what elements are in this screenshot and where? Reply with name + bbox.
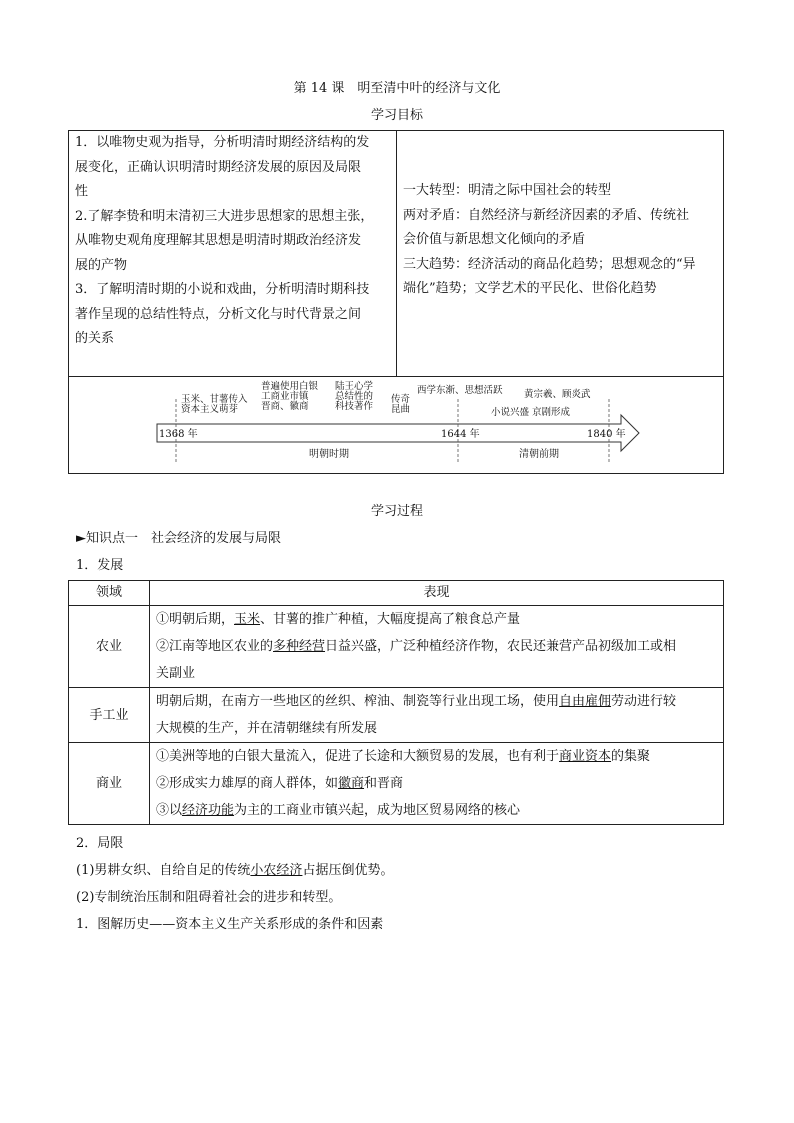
development-heading: 1．发展 bbox=[76, 558, 124, 573]
performance-cell bbox=[150, 606, 724, 688]
limitation-text: 占据压倒优势。 bbox=[302, 863, 394, 878]
timeline-year: 1840 年 bbox=[587, 429, 626, 440]
field-cell: 农业 bbox=[69, 606, 150, 688]
objective-line: 著作呈现的总结性特点，分析文化与时代背景之间 bbox=[75, 306, 362, 322]
timeline-event: 小说兴盛 京剧形成 bbox=[491, 407, 571, 418]
performance-text: ①美洲等地的白银大量流入，促进了长途和大额贸易的发展，也有利于 bbox=[156, 749, 560, 764]
performance-line bbox=[156, 715, 717, 742]
performance-cell bbox=[150, 688, 724, 743]
summary-line: 两对矛盾：自然经济与新经济因素的矛盾、传统社 bbox=[403, 207, 690, 223]
timeline-event: 晋商、徽商 bbox=[261, 401, 309, 412]
lesson-title: 第 14 课 明至清中叶的经济与文化 bbox=[293, 81, 501, 96]
performance-text: ③以 bbox=[156, 803, 183, 818]
performance-keyword: 经济功能 bbox=[182, 803, 235, 818]
performance-text: ②形成实力雄厚的商人群体，如 bbox=[156, 776, 339, 791]
timeline-event: 黄宗羲、顾炎武 bbox=[524, 389, 591, 400]
performance-text: 为主的工商业市镇兴起，成为地区贸易网络的核心 bbox=[234, 803, 521, 818]
summary-line: 端化”趋势；文学艺术的平民化、世俗化趋势 bbox=[403, 281, 657, 296]
timeline-event: 工商业市镇 bbox=[261, 391, 309, 402]
summary-line: 会价值与新思想文化倾向的矛盾 bbox=[403, 232, 586, 247]
objective-line: 1．以唯物史观为指导，分析明清时期经济结构的发 bbox=[75, 135, 370, 150]
performance-text: ②江南等地区农业的 bbox=[156, 639, 274, 654]
timeline-event: 传奇 bbox=[391, 394, 411, 405]
limitation-2: (2)专制统治压制和阻碍着社会的进步和转型。 bbox=[76, 890, 342, 905]
performance-keyword: 商业资本 bbox=[559, 749, 612, 764]
table-row bbox=[69, 606, 724, 688]
timeline-row bbox=[69, 376, 723, 475]
timeline-event: 西学东渐、思想活跃 bbox=[417, 385, 503, 396]
process-heading: 学习过程 bbox=[370, 504, 423, 519]
timeline-year: 1644 年 bbox=[441, 429, 480, 440]
performance-text: 的集聚 bbox=[611, 749, 651, 764]
performance-text: ①明朝后期， bbox=[156, 612, 235, 627]
performance-line bbox=[156, 797, 717, 824]
performance-line bbox=[156, 770, 717, 797]
header-performance: 表现 bbox=[150, 581, 724, 606]
timeline-event: 陆王心学 bbox=[335, 381, 374, 392]
timeline-period: 清朝前期 bbox=[519, 449, 559, 460]
timeline-event: 资本主义萌芽 bbox=[181, 404, 239, 415]
timeline-event: 总结性的 bbox=[335, 391, 374, 402]
objective-line: 3．了解明清时期的小说和戏曲，分析明清时期科技 bbox=[75, 282, 370, 297]
objective-line: 展变化，正确认识明清时期经济发展的原因及局限 bbox=[75, 159, 362, 175]
diagram-heading: 1．图解历史——资本主义生产关系形成的条件和因素 bbox=[76, 917, 384, 932]
table-row bbox=[69, 688, 724, 743]
development-table bbox=[68, 580, 724, 825]
field-cell: 商业 bbox=[69, 743, 150, 825]
table-row bbox=[69, 743, 724, 825]
objective-line: 2.了解李贽和明末清初三大进步思想家的思想主张， bbox=[75, 208, 374, 224]
performance-text: 关副业 bbox=[156, 666, 196, 681]
objective-line: 的关系 bbox=[75, 331, 115, 346]
timeline-event: 科技著作 bbox=[335, 401, 374, 412]
summary-line: 三大趋势：经济活动的商品化趋势；思想观念的“异 bbox=[403, 256, 696, 272]
limitation-1 bbox=[76, 859, 393, 878]
limitation-text: (1)男耕女织、自给自足的传统 bbox=[76, 863, 251, 878]
timeline-event: 玉米、甘薯传入 bbox=[181, 394, 248, 405]
limitation-keyword: 小农经济 bbox=[250, 863, 303, 878]
performance-keyword: 多种经营 bbox=[273, 639, 326, 654]
performance-cell bbox=[150, 743, 724, 825]
objectives-left-cell bbox=[69, 131, 397, 376]
performance-keyword: 玉米 bbox=[234, 612, 261, 627]
performance-keyword: 自由雇佣 bbox=[559, 694, 612, 709]
timeline-event: 昆曲 bbox=[391, 404, 411, 415]
objective-line: 展的产物 bbox=[75, 257, 128, 273]
performance-text: 日益兴盛，广泛种植经济作物，农民还兼营产品初级加工或相 bbox=[325, 639, 677, 654]
performance-line bbox=[156, 606, 717, 633]
knowledge-point-title: ►知识点一 社会经济的发展与局限 bbox=[76, 531, 281, 546]
performance-line bbox=[156, 743, 717, 770]
performance-text: 明朝后期，在南方一些地区的丝织、榨油、制瓷等行业出现工场，使用 bbox=[156, 694, 560, 709]
timeline-diagram bbox=[69, 377, 723, 475]
header-field: 领域 bbox=[69, 581, 150, 606]
performance-line bbox=[156, 633, 717, 660]
timeline-year: 1368 年 bbox=[159, 429, 198, 440]
objectives-heading: 学习目标 bbox=[370, 108, 423, 123]
objective-line: 性 bbox=[75, 184, 89, 199]
timeline-period: 明朝时期 bbox=[309, 449, 349, 460]
performance-line bbox=[156, 688, 717, 715]
objective-line: 从唯物史观角度理解其思想是明清时期政治经济发 bbox=[75, 233, 362, 248]
objectives-table bbox=[68, 130, 724, 474]
limitation-heading: 2．局限 bbox=[76, 836, 124, 851]
performance-text: 大规模的生产，并在清朝继续有所发展 bbox=[156, 721, 378, 736]
objectives-right-cell bbox=[397, 131, 723, 376]
performance-text: 劳动进行较 bbox=[611, 694, 677, 709]
performance-text: 和晋商 bbox=[364, 776, 404, 791]
performance-keyword: 徽商 bbox=[338, 776, 365, 791]
performance-text: 、甘薯的推广种植，大幅度提高了粮食总产量 bbox=[260, 612, 521, 627]
summary-line: 一大转型：明清之际中国社会的转型 bbox=[403, 183, 612, 198]
field-cell: 手工业 bbox=[69, 688, 150, 743]
timeline-event: 普遍使用白银 bbox=[261, 381, 319, 392]
performance-line bbox=[156, 660, 717, 687]
timeline-arrow bbox=[157, 415, 639, 451]
